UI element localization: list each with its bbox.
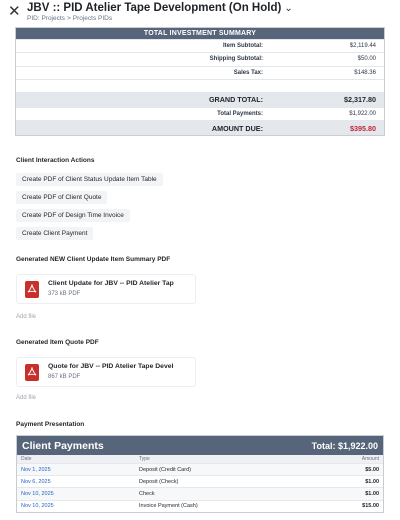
quote-pdf-file-card[interactable] xyxy=(16,357,196,387)
investment-summary-table xyxy=(15,27,385,136)
summary-value: $50.00 xyxy=(357,56,376,63)
summary-label: Shipping Subtotal: xyxy=(209,56,263,63)
title-row xyxy=(27,2,293,14)
payment-type: Deposit (Credit Card) xyxy=(139,466,191,473)
total-payments-label: Total Payments: xyxy=(217,111,263,118)
close-icon[interactable]: ✕ xyxy=(8,3,21,20)
file-name: Quote for JBV -- PID Atelier Tape Devel xyxy=(48,363,174,370)
pdf-icon xyxy=(25,364,39,381)
payment-type: Invoice Payment (Cash) xyxy=(139,503,198,510)
payment-date-link[interactable]: Nov 10, 2025 xyxy=(21,490,54,497)
breadcrumb-item[interactable]: PID: Projects xyxy=(27,15,65,22)
payment-date-link[interactable]: Nov 10, 2025 xyxy=(21,503,54,510)
grand-total-row xyxy=(16,92,384,107)
payment-date-link[interactable]: Nov 6, 2025 xyxy=(21,478,51,485)
create-status-update-pdf-button[interactable]: Create PDF of Client Status Update Item Table xyxy=(16,173,163,186)
record-title: JBV :: PID Atelier Tape Development (On Hold) xyxy=(27,2,282,14)
grand-total-value: $2,317.80 xyxy=(344,95,376,105)
update-pdf-section-title: Generated NEW Client Update Item Summary PDF xyxy=(16,256,171,263)
amount-due-label: AMOUNT DUE: xyxy=(211,123,263,133)
table-row xyxy=(17,487,383,499)
column-header-amount[interactable]: Amount xyxy=(361,456,379,462)
file-name: Client Update for JBV -- PID Atelier Tap xyxy=(48,280,174,287)
summary-row xyxy=(16,52,384,65)
summary-title: TOTAL INVESTMENT SUMMARY xyxy=(16,28,384,39)
breadcrumb-item[interactable]: Projects PIDs xyxy=(72,15,113,22)
pdf-icon xyxy=(25,281,39,298)
client-payments-table xyxy=(16,435,384,513)
create-client-payment-button[interactable]: Create Client Payment xyxy=(16,227,93,240)
payment-date-link[interactable]: Nov 1, 2025 xyxy=(21,466,51,473)
summary-value: $148.36 xyxy=(354,69,376,76)
payment-amount: $1.00 xyxy=(365,490,379,497)
payments-column-headers xyxy=(17,455,383,463)
summary-label: Item Subtotal: xyxy=(223,43,263,50)
chevron-down-icon[interactable]: ⌄ xyxy=(284,2,293,14)
payment-section-title: Payment Presentation xyxy=(16,421,85,428)
add-file-link[interactable]: Add file xyxy=(16,314,37,320)
total-payments-value: $1,922.00 xyxy=(349,111,376,118)
table-row xyxy=(17,475,383,487)
amount-due-value: $395.80 xyxy=(350,123,376,133)
add-file-link[interactable]: Add file xyxy=(16,395,37,401)
quote-pdf-section-title: Generated Item Quote PDF xyxy=(16,339,99,346)
summary-spacer xyxy=(16,79,384,92)
table-row xyxy=(17,463,383,475)
summary-row xyxy=(16,66,384,79)
client-actions-title: Client Interaction Actions xyxy=(16,157,95,164)
file-meta: 373 kB PDF xyxy=(48,291,81,297)
grand-total-label: GRAND TOTAL: xyxy=(208,95,263,105)
payment-amount: $15.00 xyxy=(362,503,379,510)
column-header-type[interactable]: Type xyxy=(139,456,150,462)
payment-type: Deposit (Check) xyxy=(139,478,179,485)
summary-value: $2,119.44 xyxy=(349,43,376,50)
file-meta: 867 kB PDF xyxy=(48,374,81,380)
update-pdf-file-card[interactable] xyxy=(16,274,196,304)
summary-label: Sales Tax: xyxy=(233,69,263,76)
record-header xyxy=(0,0,400,27)
create-design-time-invoice-button[interactable]: Create PDF of Design Time Invoice xyxy=(16,209,130,222)
summary-row xyxy=(16,39,384,52)
payment-type: Check xyxy=(139,490,155,497)
create-client-quote-pdf-button[interactable]: Create PDF of Client Quote xyxy=(16,191,107,204)
amount-due-row xyxy=(16,120,384,135)
total-payments-row xyxy=(16,107,384,120)
table-row xyxy=(17,500,383,512)
payment-amount: $1.00 xyxy=(365,478,379,485)
client-payments-header xyxy=(17,436,383,455)
breadcrumb xyxy=(27,15,112,22)
client-payments-total: Total: $1,922.00 xyxy=(311,440,378,451)
payments-rows xyxy=(17,463,383,512)
payment-amount: $5.00 xyxy=(365,466,379,473)
client-payments-title: Client Payments xyxy=(22,439,104,452)
column-header-date[interactable]: Date xyxy=(21,456,32,462)
breadcrumb-separator: > xyxy=(66,15,71,22)
